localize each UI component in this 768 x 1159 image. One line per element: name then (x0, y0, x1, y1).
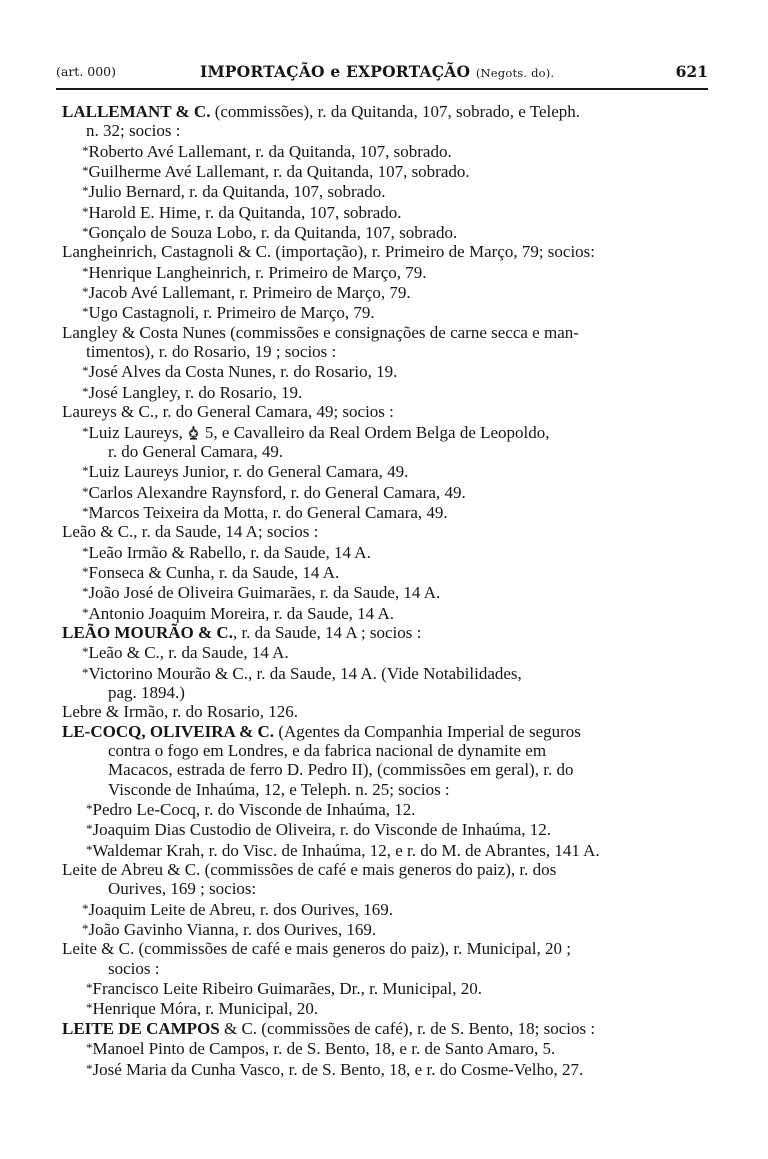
partner-entry (58, 542, 708, 562)
entry-text: Antonio Joaquim Moreira, r. da Saude, 14 A. (88, 603, 394, 623)
entry-text: Fonseca & Cunha, r. da Saude, 14 A. (88, 562, 340, 582)
entry-text: Harold E. Hime, r. da Quitanda, 107, sobrado. (88, 202, 402, 222)
article-reference: (art. 000) (56, 64, 117, 79)
entry-text: Jacob Avé Lallemant, r. Primeiro de Março, 79. (88, 283, 411, 303)
order-insignia-icon (187, 425, 200, 440)
partner-entry (58, 161, 708, 181)
firm-entry (58, 702, 708, 721)
firm-entry (58, 1019, 708, 1038)
entry-text: Henrique Langheinrich, r. Primeiro de Março, 79. (88, 262, 427, 282)
partner-entry (58, 819, 708, 839)
asterisk-icon: * (86, 841, 93, 857)
partner-entry (58, 899, 708, 919)
asterisk-icon: * (82, 563, 89, 579)
asterisk-icon: * (82, 183, 89, 199)
entry-text: Henrique Móra, r. Municipal, 20. (92, 999, 319, 1019)
asterisk-icon: * (82, 423, 89, 439)
firm-name: LEITE DE CAMPOS (62, 1018, 220, 1038)
asterisk-icon: * (82, 463, 89, 479)
asterisk-icon: * (82, 284, 89, 300)
partner-entry (58, 603, 708, 623)
partner-entry (58, 222, 708, 242)
entry-text: (commissões), r. da Quitanda, 107, sobrado, e Teleph. (210, 102, 581, 121)
asterisk-icon: * (82, 543, 89, 559)
entry-text: & C. (commissões de café), r. de S. Bento, 18; socios : (219, 1018, 596, 1038)
entry-text: r. do General Camara, 49. (108, 441, 284, 461)
partner-entry (58, 978, 708, 998)
firm-entry (58, 522, 708, 541)
partner-entry (58, 642, 708, 662)
entry-text: Carlos Alexandre Raynsford, r. do General Camara, 49. (88, 482, 466, 502)
partner-entry (58, 919, 708, 939)
entry-text: Waldemar Krah, r. do Visc. de Inhaúma, 12, e r. do M. de Abrantes, 141 A. (92, 840, 600, 860)
asterisk-icon: * (82, 483, 89, 499)
section-title (200, 62, 554, 81)
partner-entry (58, 482, 708, 502)
firm-entry (58, 860, 708, 879)
firm-entry (58, 242, 708, 261)
asterisk-icon: * (82, 263, 89, 279)
partner-entry (58, 181, 708, 201)
firm-entry (58, 623, 708, 642)
partner-entry (58, 461, 708, 481)
asterisk-icon: * (86, 980, 93, 996)
entry-text: Victorino Mourão & C., r. da Saude, 14 A. (Vide Notabilidades, (88, 663, 522, 683)
entry-text: Pedro Le-Cocq, r. do Visconde de Inhaúma, 12. (92, 800, 416, 820)
entry-text: Joaquim Dias Custodio de Oliveira, r. do Visconde de Inhaúma, 12. (92, 820, 552, 840)
partner-entry (58, 382, 708, 402)
entry-continuation (58, 342, 708, 361)
entry-text: Marcos Teixeira da Motta, r. do General Camara, 49. (88, 502, 448, 522)
entry-text: Ugo Castagnoli, r. Primeiro de Março, 79. (88, 303, 375, 323)
partner-entry (58, 141, 708, 161)
entry-text: n. 32; socios : (86, 121, 181, 141)
partner-entry (58, 582, 708, 602)
entry-text: José Maria da Cunha Vasco, r. de S. Bento, 18, e r. do Cosme-Velho, 27. (92, 1059, 584, 1079)
directory-listing (58, 102, 708, 1079)
partner-entry (58, 202, 708, 222)
asterisk-icon: * (82, 163, 89, 179)
asterisk-icon: * (86, 1060, 93, 1076)
partner-entry (58, 562, 708, 582)
asterisk-icon: * (82, 584, 89, 600)
entry-text: Langheinrich, Castagnoli & C. (importação), r. Primeiro de Março, 79; socios: (62, 242, 596, 262)
partner-entry (58, 262, 708, 282)
asterisk-icon: * (86, 1040, 93, 1056)
firm-entry (58, 939, 708, 958)
entry-text: pag. 1894.) (108, 682, 185, 702)
asterisk-icon: * (82, 224, 89, 240)
partner-entry (58, 998, 708, 1018)
entry-text: Luiz Laureys Junior, r. do General Camara, 49. (88, 462, 409, 482)
partner-entry (58, 422, 708, 442)
asterisk-icon: * (82, 664, 89, 680)
firm-entry (58, 402, 708, 421)
entry-text: Joaquim Leite de Abreu, r. dos Ourives, 169. (88, 899, 394, 919)
entry-text: timentos), r. do Rosario, 19 ; socios : (86, 342, 337, 362)
asterisk-icon: * (82, 921, 89, 937)
entry-text: Visconde de Inhaúma, 12, e Teleph. n. 25; socios : (108, 779, 450, 799)
entry-text: Manoel Pinto de Campos, r. de S. Bento, 18, e r. de Santo Amaro, 5. (92, 1039, 556, 1059)
page-header (56, 62, 708, 90)
entry-text: José Alves da Costa Nunes, r. do Rosario, 19. (88, 362, 398, 382)
asterisk-icon: * (86, 801, 93, 817)
section-title-main: IMPORTAÇÃO e EXPORTAÇÃO (200, 62, 471, 81)
entry-text: Laureys & C., r. do General Camara, 49; socios : (62, 402, 394, 422)
entry-continuation (58, 741, 708, 760)
asterisk-icon: * (82, 383, 89, 399)
entry-text: João José de Oliveira Guimarães, r. da Saude, 14 A. (88, 583, 441, 603)
asterisk-icon: * (82, 142, 89, 158)
partner-entry (58, 302, 708, 322)
entry-continuation (58, 442, 708, 461)
firm-name: LE-COCQ, OLIVEIRA & C. (62, 721, 275, 741)
partner-entry (58, 1038, 708, 1058)
asterisk-icon: * (82, 304, 89, 320)
entry-text: Guilherme Avé Lallemant, r. da Quitanda, 107, sobrado. (88, 162, 470, 182)
firm-entry (58, 722, 708, 741)
entry-continuation (58, 760, 708, 779)
firm-name: LALLEMANT & C. (62, 102, 211, 121)
entry-continuation (58, 121, 708, 140)
entry-text: Leão & C., r. da Saude, 14 A; socios : (62, 522, 319, 542)
entry-text: Roberto Avé Lallemant, r. da Quitanda, 107, sobrado. (88, 141, 452, 161)
asterisk-icon: * (86, 821, 93, 837)
partner-entry (58, 1059, 708, 1079)
entry-continuation (58, 959, 708, 978)
page-number: 621 (675, 62, 708, 81)
partner-entry (58, 361, 708, 381)
entry-text: Francisco Leite Ribeiro Guimarães, Dr., r. Municipal, 20. (92, 979, 482, 999)
entry-text: Leão & C., r. da Saude, 14 A. (88, 643, 289, 663)
partner-entry (58, 282, 708, 302)
entry-text: Luiz Laureys, (88, 422, 183, 442)
entry-text: Lebre & Irmão, r. do Rosario, 126. (62, 702, 299, 722)
entry-text: Leite de Abreu & C. (commissões de café e mais generos do paiz), r. dos (62, 860, 557, 880)
entry-text: (Agentes da Companhia Imperial de seguros (274, 721, 581, 741)
entry-continuation (58, 879, 708, 898)
asterisk-icon: * (82, 203, 89, 219)
entry-continuation (58, 780, 708, 799)
entry-text: Julio Bernard, r. da Quitanda, 107, sobrado. (88, 182, 386, 202)
entry-text: , r. da Saude, 14 A ; socios : (232, 622, 422, 642)
partner-entry (58, 799, 708, 819)
firm-name: LEÃO MOURÃO & C. (62, 622, 233, 642)
entry-text: João Gavinho Vianna, r. dos Ourives, 169. (88, 920, 377, 940)
entry-text: Gonçalo de Souza Lobo, r. da Quitanda, 107, sobrado. (88, 223, 458, 243)
entry-text: socios : (108, 958, 160, 978)
asterisk-icon: * (82, 604, 89, 620)
asterisk-icon: * (82, 900, 89, 916)
partner-entry (58, 663, 708, 683)
entry-text: Langley & Costa Nunes (commissões e consignações de carne secca e man- (62, 322, 579, 342)
entry-text: Leite & C. (commissões de café e mais generos do paiz), r. Municipal, 20 ; (62, 939, 571, 959)
entry-text: José Langley, r. do Rosario, 19. (88, 382, 303, 402)
entry-text: Macacos, estrada de ferro D. Pedro II), (commissões em geral), r. do (108, 760, 574, 780)
entry-text: Ourives, 169 ; socios: (108, 879, 257, 899)
firm-entry (58, 102, 708, 121)
entry-text: 5, e Cavalleiro da Real Ordem Belga de Leopoldo, (204, 422, 550, 442)
asterisk-icon: * (82, 363, 89, 379)
asterisk-icon: * (82, 644, 89, 660)
asterisk-icon: * (86, 1000, 93, 1016)
firm-entry (58, 323, 708, 342)
partner-entry (58, 502, 708, 522)
entry-text: contra o fogo em Londres, e da fabrica nacional de dynamite em (108, 741, 547, 760)
partner-entry (58, 840, 708, 860)
asterisk-icon: * (82, 503, 89, 519)
section-title-note: (Negots. do). (475, 66, 555, 80)
entry-continuation (58, 683, 708, 702)
entry-text: Leão Irmão & Rabello, r. da Saude, 14 A. (88, 542, 371, 562)
